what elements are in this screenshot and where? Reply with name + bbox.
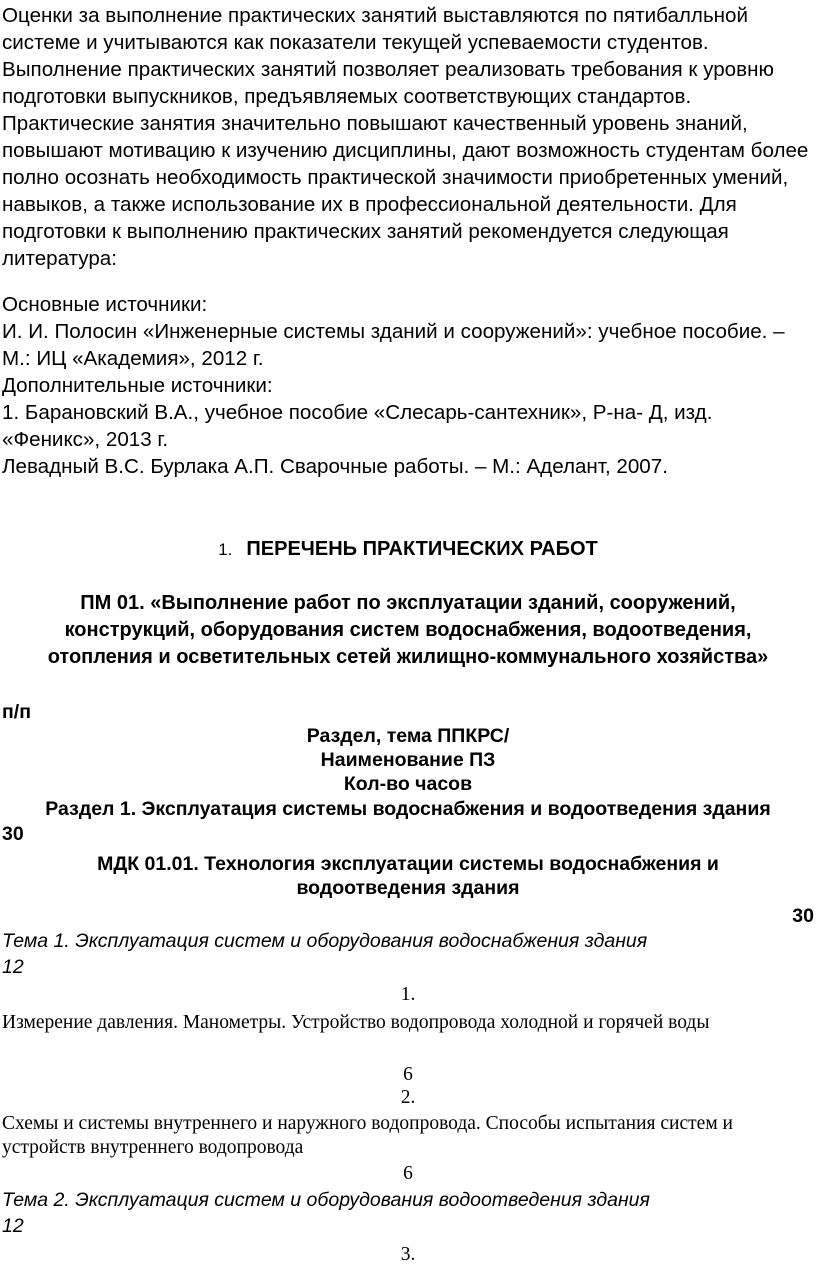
mdk-title: МДК 01.01. Технология эксплуатации системы водоснабжения и водоотведения здания xyxy=(97,853,719,899)
extra-sources-label: Дополнительные источники: xyxy=(2,374,273,397)
row3-number: 3. xyxy=(400,1244,416,1265)
col-number-header: п/п xyxy=(2,701,31,723)
intro-text: Оценки за выполнение практических занятий выставляются по пятибалльной системе и учитываются как показатели текущей успеваемости студентов. Выполнение практических занятий позволяет реализовать требования к уровню подготовки выпускников, предъявляемых соответствующих стандартов. Практические занятия значительно повышают качественный уровень знаний, повышают мотивацию к изучению дисциплины, дают возможность студентам более полно осознать необходимость практической значимости приобретенных умений, навыков, а также использование их в профессиональной деятельности. Для подготовки к выполнению практических занятий рекомендуется следующая литература: xyxy=(2,4,809,270)
extra-source-item-1: 1. Барановский В.А., учебное пособие «Слесарь-сантехник», Р-на- Д, изд. «Феникс», 2013 г. xyxy=(2,401,713,451)
row1-hours: 6 xyxy=(403,1064,413,1085)
row2-number: 2. xyxy=(400,1087,416,1108)
col-hours-header: Кол-во часов xyxy=(343,773,473,795)
section1-title: Раздел 1. Эксплуатация системы водоснабжения и водоотведения здания xyxy=(45,798,771,820)
section-number: 1. xyxy=(218,540,233,559)
theme1-title: Тема 1. Эксплуатация систем и оборудования водоснабжения здания xyxy=(2,930,648,952)
theme2-hours: 12 xyxy=(2,1215,24,1237)
section-title-text: ПЕРЕЧЕНЬ ПРАКТИЧЕСКИХ РАБОТ xyxy=(246,538,598,560)
col-name-header: Наименование ПЗ xyxy=(320,749,496,771)
sources-block xyxy=(2,291,814,480)
row2-hours: 6 xyxy=(403,1163,413,1184)
row1-name: Измерение давления. Манометры. Устройство водопровода холодной и горячей воды xyxy=(2,1012,710,1033)
extra-source-item-2: Левадный В.С. Бурлака А.П. Сварочные работы. – М.: Аделант, 2007. xyxy=(2,455,668,478)
intro-paragraph xyxy=(2,2,814,272)
module-title: ПМ 01. «Выполнение работ по эксплуатации зданий, сооружений, конструкций, оборудования систем водоснабжения, водоотведения, отопления и осветительных сетей жилищно-коммунального хозяйства» xyxy=(47,592,769,668)
col-topic-header: Раздел, тема ППКРС/ xyxy=(306,725,510,747)
theme2-title: Тема 2. Эксплуатация систем и оборудования водоотведения здания xyxy=(2,1189,650,1211)
main-sources-label: Основные источники: xyxy=(2,293,208,316)
theme1-hours: 12 xyxy=(2,956,24,978)
mdk-hours: 30 xyxy=(792,905,814,927)
section1-hours: 30 xyxy=(2,823,24,845)
main-source-item: И. И. Полосин «Инженерные системы зданий и сооружений»: учебное пособие. – М.: ИЦ «Академия», 2012 г. xyxy=(2,320,785,370)
section-title xyxy=(0,536,816,563)
row2-name: Схемы и системы внутреннего и наружного водопровода. Способы испытания систем и устройств внутреннего водопровода xyxy=(2,1113,733,1158)
row1-number: 1. xyxy=(400,984,416,1005)
